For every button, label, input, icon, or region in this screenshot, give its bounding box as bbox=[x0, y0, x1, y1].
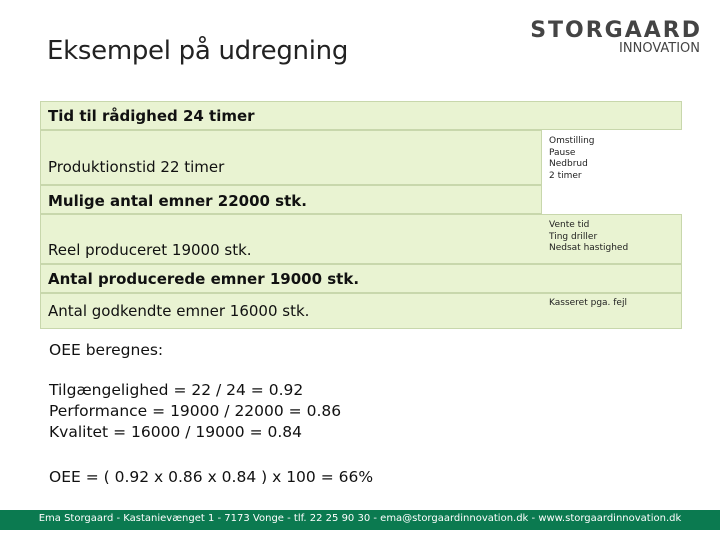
note-line: 2 timer bbox=[549, 170, 582, 181]
slide-title: Eksempel på udregning bbox=[47, 36, 349, 66]
bar-time-available-label: Tid til rådighed 24 timer bbox=[48, 107, 255, 125]
calc-oee-result: OEE = ( 0.92 x 0.86 x 0.84 ) x 100 = 66% bbox=[49, 468, 374, 486]
bar-production-time-label: Produktionstid 22 timer bbox=[48, 158, 225, 176]
calc-quality: Kvalitet = 16000 / 19000 = 0.84 bbox=[49, 423, 303, 441]
note-line: Nedsat hastighed bbox=[549, 243, 629, 253]
note-performance-loss bbox=[549, 220, 628, 255]
note-line: Omstilling bbox=[549, 136, 595, 146]
note-line: Vente tid bbox=[549, 220, 590, 230]
note-line: Kasseret pga. fejl bbox=[549, 298, 627, 308]
footer-bottom-margin bbox=[0, 530, 720, 540]
note-line: Ting driller bbox=[549, 231, 598, 242]
logo-brand-top: STORGAARD bbox=[530, 18, 702, 43]
note-quality-loss bbox=[549, 298, 627, 310]
bar-time-available bbox=[40, 101, 682, 130]
note-line: Nedbrud bbox=[549, 159, 588, 169]
bar-possible-units-label: Mulige antal emner 22000 stk. bbox=[48, 192, 307, 210]
bar-possible-units bbox=[40, 185, 542, 214]
calc-heading: OEE beregnes: bbox=[49, 341, 164, 359]
footer-bar bbox=[0, 510, 720, 530]
bar-production-time bbox=[40, 130, 542, 185]
company-logo bbox=[530, 18, 702, 58]
bar-units-produced-label: Antal producerede emner 19000 stk. bbox=[48, 270, 360, 288]
bar-actual-produced-label: Reel produceret 19000 stk. bbox=[48, 241, 252, 259]
bar-approved-units-label: Antal godkendte emner 16000 stk. bbox=[48, 302, 310, 320]
footer-contact-text: Ema Storgaard - Kastanievænget 1 - 7173 Vonge - tlf. 22 25 90 30 - ema@storgaardinnovation.dk - www.storgaardinnovation.dk bbox=[38, 513, 682, 524]
bar-units-produced bbox=[40, 264, 682, 293]
calc-availability: Tilgængelighed = 22 / 24 = 0.92 bbox=[49, 381, 304, 399]
logo-brand-bottom: INNOVATION bbox=[619, 41, 700, 56]
note-line: Pause bbox=[549, 147, 576, 158]
calc-performance: Performance = 19000 / 22000 = 0.86 bbox=[49, 402, 342, 420]
note-availability-loss bbox=[549, 136, 595, 182]
